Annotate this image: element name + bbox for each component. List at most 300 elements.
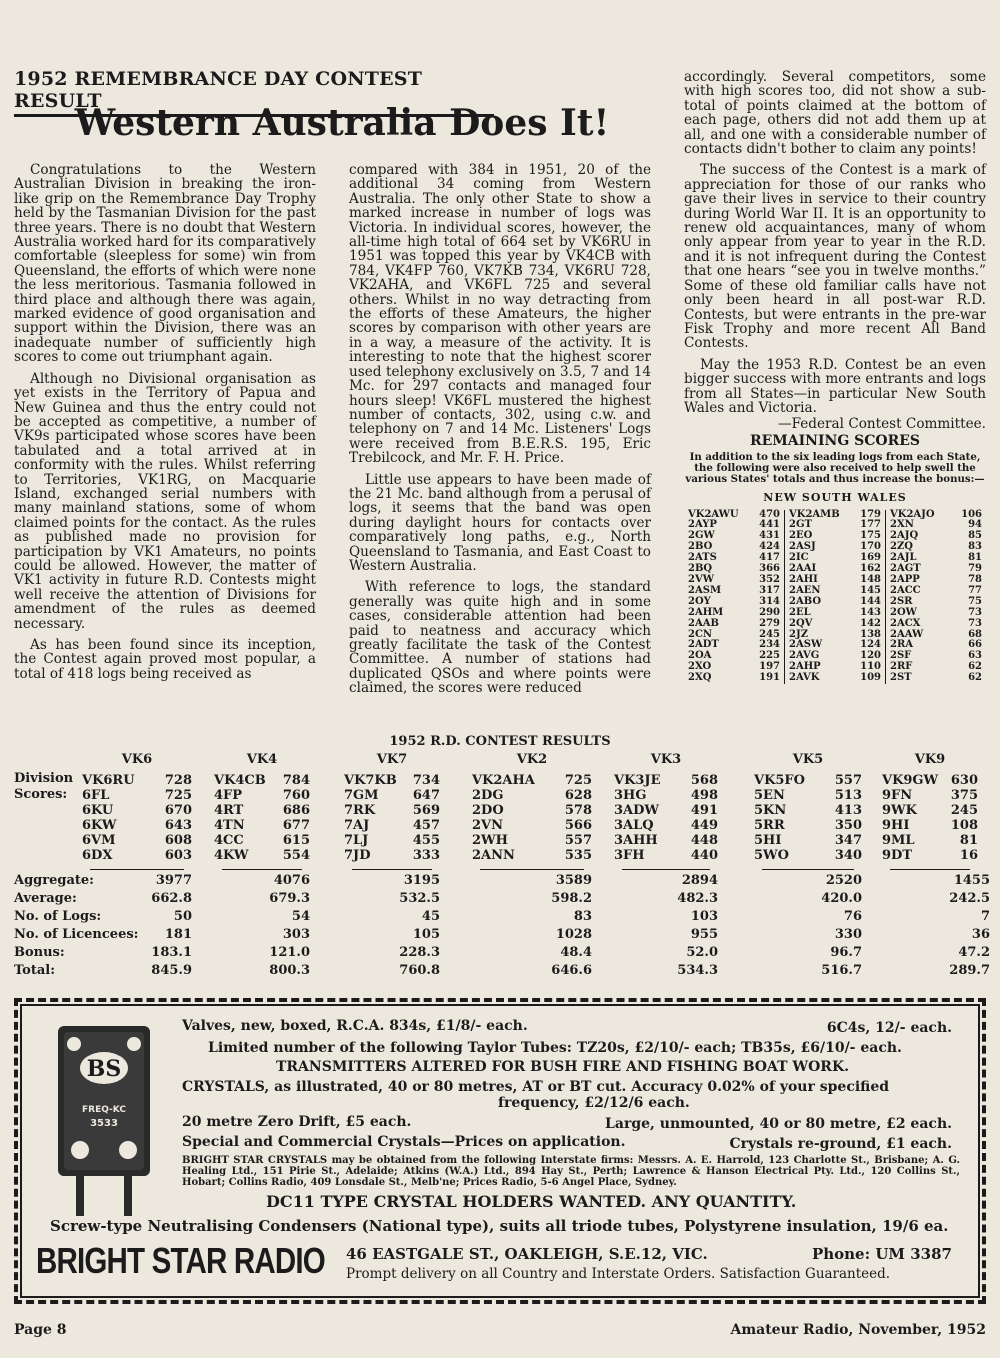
result-aggregate: 4076	[273, 873, 310, 888]
brand-logo: BRIGHT STAR RADIO	[36, 1240, 325, 1281]
ad-dc11-wanted: DC11 TYPE CRYSTAL HOLDERS WANTED. ANY QUANTITY.	[266, 1192, 797, 1211]
state-heading: VK4	[246, 752, 278, 767]
score: 760	[282, 788, 310, 803]
station-row	[82, 803, 192, 818]
result-logs: 76	[843, 909, 862, 924]
callsign: 7GM	[344, 788, 379, 803]
score: 144	[860, 595, 881, 607]
score: 142	[860, 617, 881, 629]
callsign: 2JZ	[789, 628, 808, 640]
station-row	[214, 848, 310, 863]
score: 375	[950, 788, 978, 803]
result-aggregate: 1455	[953, 873, 990, 888]
callsign: 2QV	[789, 617, 813, 629]
callsign: 4FP	[214, 788, 243, 803]
station-row	[754, 818, 862, 833]
headline: Western Australia Does It!	[74, 102, 610, 144]
ad-crystals: CRYSTALS, as illustrated, 40 or 80 metres, AT or BT cut. Accuracy 0.02% of your specified	[182, 1079, 890, 1095]
total-divider	[622, 869, 710, 870]
result-total: 289.7	[949, 963, 990, 978]
callsign: 3ADW	[614, 803, 660, 818]
score: 513	[834, 788, 862, 803]
nsw-row	[789, 673, 881, 684]
result-licencees: 181	[164, 927, 192, 942]
callsign: 2GT	[789, 519, 812, 531]
callsign: 2AEN	[789, 584, 821, 596]
article-paragraph: May the 1953 R.D. Contest be an even bigger success with more entrants and logs from all States—in particular New South Wales and Victoria.	[684, 356, 986, 416]
station-row	[754, 788, 862, 803]
result-licencees: 105	[412, 927, 440, 942]
callsign: 2ANN	[472, 848, 515, 863]
score: 535	[564, 848, 592, 863]
callsign: 2OA	[688, 650, 712, 662]
result-logs: 45	[421, 909, 440, 924]
article-paragraph: With reference to logs, the standard generally was quite high and in some cases, considerable attention had been paid to neatness and accuracy which greatly facilitate the task of the Contest Committee. A number of stations had duplicated QSOs and where points were claimed, the scores were reduced	[349, 579, 651, 697]
callsign: 6KW	[82, 818, 117, 833]
score: 317	[759, 584, 780, 596]
ad-reground: Crystals re-ground, £1 each.	[729, 1136, 952, 1152]
score: 108	[950, 818, 978, 833]
nsw-row	[890, 673, 982, 684]
score: 81	[959, 833, 978, 848]
station-row	[344, 848, 440, 863]
score: 643	[164, 818, 192, 833]
state-column	[614, 752, 718, 870]
score: 197	[759, 661, 780, 673]
score: 177	[860, 519, 881, 531]
callsign: 2ATS	[688, 552, 717, 564]
callsign: 2ADT	[688, 639, 719, 651]
callsign: 9DT	[882, 848, 912, 863]
score: 725	[564, 773, 592, 788]
callsign: 4KW	[214, 848, 249, 863]
callsign: VK9GW	[882, 773, 939, 788]
callsign: 5WO	[754, 848, 789, 863]
score: 725	[164, 788, 192, 803]
ad-condensers: Screw-type Neutralising Condensers (National type), suits all triode tubes, Polystyrene insulation, 19/6 ea.	[50, 1217, 949, 1235]
station-row	[82, 848, 192, 863]
result-licencees: 1028	[555, 927, 592, 942]
score: 417	[759, 552, 780, 564]
score: 603	[164, 848, 192, 863]
score: 670	[164, 803, 192, 818]
score: 491	[690, 803, 718, 818]
result-aggregate: 2894	[681, 873, 718, 888]
score: 75	[968, 595, 982, 607]
score: 578	[564, 803, 592, 818]
result-total: 516.7	[821, 963, 862, 978]
callsign: VK2AHA	[472, 773, 535, 788]
nsw-column	[784, 510, 885, 685]
score: 138	[860, 628, 881, 640]
score: 245	[950, 803, 978, 818]
result-average: 482.3	[677, 891, 718, 906]
score: 557	[834, 773, 862, 788]
station-row	[472, 818, 592, 833]
result-bonus: 96.7	[830, 945, 862, 960]
callsign: 6VM	[82, 833, 116, 848]
callsign: 2AHP	[789, 661, 821, 673]
callsign: 3HG	[614, 788, 647, 803]
station-row	[82, 833, 192, 848]
station-row	[882, 803, 978, 818]
callsign: 2ACC	[890, 584, 921, 596]
score: 350	[834, 818, 862, 833]
station-row	[82, 818, 192, 833]
callsign: 2AVG	[789, 650, 820, 662]
callsign: 2BO	[688, 541, 713, 553]
score: 413	[834, 803, 862, 818]
total-divider	[890, 869, 970, 870]
station-row	[214, 818, 310, 833]
station-row	[754, 848, 862, 863]
result-bonus: 52.0	[686, 945, 718, 960]
result-logs: 83	[573, 909, 592, 924]
result-aggregate: 2520	[825, 873, 862, 888]
ad-large-unmounted: Large, unmounted, 40 or 80 metre, £2 each.	[605, 1116, 952, 1132]
result-total: 845.9	[151, 963, 192, 978]
callsign: 2SR	[890, 595, 913, 607]
callsign: 2RF	[890, 661, 913, 673]
nsw-row	[688, 608, 780, 619]
ad-zero-drift: 20 metre Zero Drift, £5 each.	[182, 1114, 412, 1130]
callsign: 9FN	[882, 788, 913, 803]
score: 728	[164, 773, 192, 788]
score: 449	[690, 818, 718, 833]
ad-special-crystals: Special and Commercial Crystals—Prices on application.	[182, 1134, 626, 1150]
total-divider	[90, 869, 184, 870]
score: 148	[860, 574, 881, 585]
result-total: 646.6	[551, 963, 592, 978]
total-divider	[352, 869, 432, 870]
state-column	[882, 752, 978, 870]
callsign: VK2AMB	[789, 508, 840, 520]
state-column	[754, 752, 862, 870]
callsign: 2BQ	[688, 563, 713, 575]
callsign: 2AHM	[688, 606, 724, 618]
result-average: 242.5	[949, 891, 990, 906]
svg-text:BS: BS	[86, 1056, 122, 1082]
callsign: 2GW	[688, 530, 715, 542]
station-row	[472, 803, 592, 818]
state-column	[82, 752, 192, 870]
score: 647	[412, 788, 440, 803]
result-aggregate: 3195	[403, 873, 440, 888]
station-row	[614, 788, 718, 803]
station-row	[472, 833, 592, 848]
callsign: 2AGT	[890, 563, 921, 575]
station-row	[214, 773, 310, 788]
score: 73	[968, 617, 982, 629]
result-average: 662.8	[151, 891, 192, 906]
score: 170	[860, 541, 881, 553]
score: 169	[860, 552, 881, 564]
station-row	[614, 833, 718, 848]
score: 83	[968, 541, 982, 553]
state-heading: VK5	[792, 752, 824, 767]
callsign: 3FH	[614, 848, 645, 863]
nsw-row	[890, 608, 982, 619]
callsign: 2IC	[789, 552, 809, 564]
callsign: 2ASM	[688, 584, 722, 596]
callsign: 2ASW	[789, 639, 823, 651]
callsign: 2OW	[890, 606, 917, 618]
total-divider	[222, 869, 302, 870]
callsign: 2XN	[890, 519, 914, 531]
score: 106	[961, 508, 982, 520]
callsign: 2EO	[789, 530, 813, 542]
row-label-average: Average:	[14, 891, 77, 906]
callsign: 2ABO	[789, 595, 822, 607]
station-row	[614, 803, 718, 818]
result-licencees: 330	[834, 927, 862, 942]
result-bonus: 47.2	[958, 945, 990, 960]
article-paragraph: accordingly. Several competitors, some with high scores too, did not show a sub-total of points claimed at the bottom of each page, others did not add them up at all, and one with a considerable number of contacts didn't bother to claim any points!	[684, 69, 986, 158]
score: 279	[759, 617, 780, 629]
station-row	[214, 803, 310, 818]
article-paragraph: Congratulations to the Western Australian Division in breaking the iron-like grip on the Remembrance Day Trophy held by the Tasmanian Division for the past three years. There is no doubt that Western Australia worked hard for its comparatively comfortable (sleepless for some) win from Queensland, the efforts of which were none the less meritorious. Tasmania followed in third place and although there was again, marked evidence of good organisation and support within the Division, there was an inadequate number of sufficiently high scores to come out triumphant again.	[14, 162, 316, 366]
station-row	[882, 848, 978, 863]
callsign: 2OY	[688, 595, 711, 607]
callsign: 5KN	[754, 803, 787, 818]
ad-address: 46 EASTGALE ST., OAKLEIGH, S.E.12, VIC.	[346, 1245, 708, 1263]
score: 333	[412, 848, 440, 863]
station-row	[882, 773, 978, 788]
station-row	[344, 773, 440, 788]
score: 110	[860, 661, 881, 673]
callsign: 2VN	[472, 818, 504, 833]
score: 784	[282, 773, 310, 788]
callsign: 7RK	[344, 803, 376, 818]
station-row	[882, 788, 978, 803]
results-title: 1952 R.D. CONTEST RESULTS	[389, 734, 611, 749]
station-row	[614, 773, 718, 788]
score: 175	[860, 530, 881, 542]
score: 366	[759, 563, 780, 575]
svg-text:FREQ-KC: FREQ-KC	[82, 1105, 126, 1115]
article-column-3	[684, 70, 986, 684]
result-total: 534.3	[677, 963, 718, 978]
score: 68	[968, 628, 982, 640]
score: 179	[860, 508, 881, 520]
station-row	[344, 788, 440, 803]
score: 66	[968, 639, 982, 651]
score: 245	[759, 628, 780, 640]
score: 16	[959, 848, 978, 863]
callsign: 2AYP	[688, 519, 717, 531]
station-row	[472, 848, 592, 863]
callsign: VK3JE	[614, 773, 661, 788]
callsign: 2CN	[688, 628, 713, 640]
nsw-row	[890, 619, 982, 630]
score: 78	[968, 574, 982, 585]
nsw-subtitle: NEW SOUTH WALES	[763, 491, 907, 505]
bright-star-advertisement	[14, 998, 986, 1304]
score: 608	[164, 833, 192, 848]
score: 109	[860, 672, 881, 684]
callsign: 7LJ	[344, 833, 369, 848]
score: 225	[759, 650, 780, 662]
result-logs: 50	[173, 909, 192, 924]
result-licencees: 36	[971, 927, 990, 942]
row-label-licencees: No. of Licencees:	[14, 927, 139, 942]
score: 431	[759, 530, 780, 542]
ad-crystals-price: frequency, £2/12/6 each.	[498, 1095, 690, 1111]
score: 79	[968, 563, 982, 575]
station-row	[82, 773, 192, 788]
callsign: 9HI	[882, 818, 910, 833]
score: 314	[759, 595, 780, 607]
result-bonus: 228.3	[399, 945, 440, 960]
row-label-scores: Scores:	[14, 787, 68, 802]
callsign: VK2AJO	[890, 508, 935, 520]
score: 62	[968, 672, 982, 684]
section-title: 1952 REMEMBRANCE DAY CONTEST RESULT	[14, 68, 494, 117]
callsign: 2AAB	[688, 617, 719, 629]
score: 686	[282, 803, 310, 818]
callsign: 2XO	[688, 661, 712, 673]
score: 734	[412, 773, 440, 788]
station-row	[614, 818, 718, 833]
callsign: 9ML	[882, 833, 915, 848]
result-bonus: 183.1	[151, 945, 192, 960]
article-paragraph: Little use appears to have been made of the 21 Mc. band although from a perusal of logs, it seems that the band was open during daylight hours for contacts over comparatively long paths, e.g., North Queensland to Tasmania, and East Coast to Western Australia.	[349, 471, 651, 574]
callsign: VK5FO	[754, 773, 805, 788]
score: 441	[759, 519, 780, 531]
callsign: 2AJL	[890, 552, 917, 564]
result-aggregate: 3977	[155, 873, 192, 888]
ad-valves: Valves, new, boxed, R.C.A. 834s, £1/8/- each.	[182, 1018, 528, 1034]
score: 120	[860, 650, 881, 662]
article-paragraph: Although no Divisional organisation as yet exists in the Territory of Papua and New Guinea and thus the entry could not be accepted as competitive, a number of VK9s participated whose scores have been tabulated and a total arrived at in conformity with the rules. Whilst referring to Territories, VK1RG, on Macquarie Island, exchanged serial numbers with many mainland stations, some of whom claimed points for the contact. As the rules as published made no provision for participation by VK1 Amateurs, no points could be allowed. However, the matter of VK1 activity in future R.D. Contests might well receive the attention of Divisions for amendment of the rules as deemed necessary.	[14, 370, 316, 632]
score: 62	[968, 661, 982, 673]
score: 470	[759, 508, 780, 520]
score: 498	[690, 788, 718, 803]
state-column	[472, 752, 592, 870]
ad-phone: Phone: UM 3387	[811, 1245, 952, 1263]
score: 81	[968, 552, 982, 564]
state-heading: VK7	[376, 752, 408, 767]
total-divider	[480, 869, 584, 870]
callsign: 5RR	[754, 818, 785, 833]
row-label-division: Division	[14, 771, 74, 786]
callsign: VK7KB	[344, 773, 397, 788]
article-paragraph: compared with 384 in 1951, 20 of the additional 34 coming from Western Australia. The only other State to show a marked increase in number of logs was Victoria. In individual scores, however, the all-time high total of 664 set by VK6RU in 1951 was topped this year by VK4CB with 784, VK4FP 760, VK7KB 734, VK6RU 728, VK2AHA, and VK6FL 725 and several others. Whilst in no way detracting from the efforts of these Amateurs, the higher scores by comparison with other years are in a way, a measure of the activity. It is interesting to note that the highest scorer used telephony exclusively on 3.5, 7 and 14 Mc. for 297 contacts and managed four hours sleep! VK6FL mustered the highest number of contacts, 302, using c.w. and telephony on 7 and 14 Mc. Listeners' Logs were received from B.E.R.S. 195, Eric Trebilcock, and Mr. F. H. Price.	[349, 162, 651, 467]
callsign: 2AJQ	[890, 530, 919, 542]
state-column	[214, 752, 310, 870]
station-row	[472, 773, 592, 788]
nsw-scores-table	[684, 510, 986, 685]
result-total: 760.8	[399, 963, 440, 978]
station-row	[754, 803, 862, 818]
score: 557	[564, 833, 592, 848]
station-row	[214, 788, 310, 803]
callsign: 2APP	[890, 574, 920, 585]
remaining-scores-intro: In addition to the six leading logs from each State, the following were also received to help swell the various States' totals and thus increase the bonus:—	[685, 451, 985, 486]
callsign: 2AVK	[789, 672, 820, 684]
station-row	[344, 818, 440, 833]
callsign: 2WH	[472, 833, 508, 848]
score: 63	[968, 650, 982, 662]
result-licencees: 303	[282, 927, 310, 942]
row-label-bonus: Bonus:	[14, 945, 65, 960]
callsign: VK2AWU	[688, 508, 739, 520]
station-row	[882, 833, 978, 848]
callsign: 4TN	[214, 818, 245, 833]
score: 94	[968, 519, 982, 531]
score: 677	[282, 818, 310, 833]
callsign: 7AJ	[344, 818, 370, 833]
remaining-scores-title: REMAINING SCORES	[749, 432, 921, 449]
callsign: 2ZQ	[890, 541, 913, 553]
article-column-1	[14, 163, 316, 688]
callsign: 3AHH	[614, 833, 658, 848]
station-row	[754, 773, 862, 788]
callsign: 9WK	[882, 803, 917, 818]
result-logs: 7	[980, 909, 990, 924]
nsw-row	[789, 619, 881, 630]
callsign: 2ST	[890, 672, 912, 684]
callsign: VK4CB	[214, 773, 266, 788]
signoff: —Federal Contest Committee.	[777, 416, 986, 433]
station-row	[344, 833, 440, 848]
score: 143	[860, 606, 881, 618]
ad-taylor-tubes: Limited number of the following Taylor Tubes: TZ20s, £2/10/- each; TB35s, £6/10/- each.	[208, 1040, 902, 1056]
callsign: 2ASJ	[789, 541, 816, 553]
score: 162	[860, 563, 881, 575]
nsw-row	[688, 619, 780, 630]
result-bonus: 121.0	[269, 945, 310, 960]
callsign: 6KU	[82, 803, 114, 818]
score: 191	[759, 672, 780, 684]
score: 457	[412, 818, 440, 833]
publication-line: Amateur Radio, November, 1952	[730, 1322, 986, 1338]
result-licencees: 955	[690, 927, 718, 942]
callsign: 2EL	[789, 606, 811, 618]
result-logs: 54	[291, 909, 310, 924]
page-number: Page 8	[14, 1322, 67, 1338]
callsign: 7JD	[344, 848, 371, 863]
nsw-row	[688, 673, 780, 684]
callsign: 2AHI	[789, 574, 818, 585]
row-label-logs: No. of Logs:	[14, 909, 102, 924]
callsign: 6DX	[82, 848, 113, 863]
score: 347	[834, 833, 862, 848]
results-table	[14, 752, 990, 982]
score: 448	[690, 833, 718, 848]
row-label-total: Total:	[14, 963, 56, 978]
article-paragraph: As has been found since its inception, the Contest again proved most popular, a total of 418 logs being received as	[14, 637, 316, 682]
station-row	[344, 803, 440, 818]
nsw-row	[789, 608, 881, 619]
score: 628	[564, 788, 592, 803]
result-average: 679.3	[269, 891, 310, 906]
callsign: 2DO	[472, 803, 504, 818]
callsign: 2RA	[890, 639, 914, 651]
score: 440	[690, 848, 718, 863]
ad-6c4s: 6C4s, 12/- each.	[826, 1020, 952, 1036]
station-row	[614, 848, 718, 863]
nsw-column	[885, 510, 986, 685]
ad-transmitters: TRANSMITTERS ALTERED FOR BUSH FIRE AND FISHING BOAT WORK.	[276, 1059, 849, 1075]
result-average: 598.2	[551, 891, 592, 906]
result-average: 420.0	[821, 891, 862, 906]
article-paragraph: The success of the Contest is a mark of appreciation for those of our ranks who gave their lives in service to their country during World War II. It is an opportunity to renew old acquaintances, many of whom only appear from year to year in the R.D. and it is not infrequent during the Contest that one hears “see you in twelve months.” Some of these old familiar calls have not only been heard in all post-war R.D. Contests, but were entrants in the pre-war Fisk Trophy and more recent All Band Contests.	[684, 162, 986, 352]
callsign: 2ACX	[890, 617, 921, 629]
callsign: 2XQ	[688, 672, 712, 684]
score: 352	[759, 574, 780, 585]
callsign: VK6RU	[82, 773, 135, 788]
